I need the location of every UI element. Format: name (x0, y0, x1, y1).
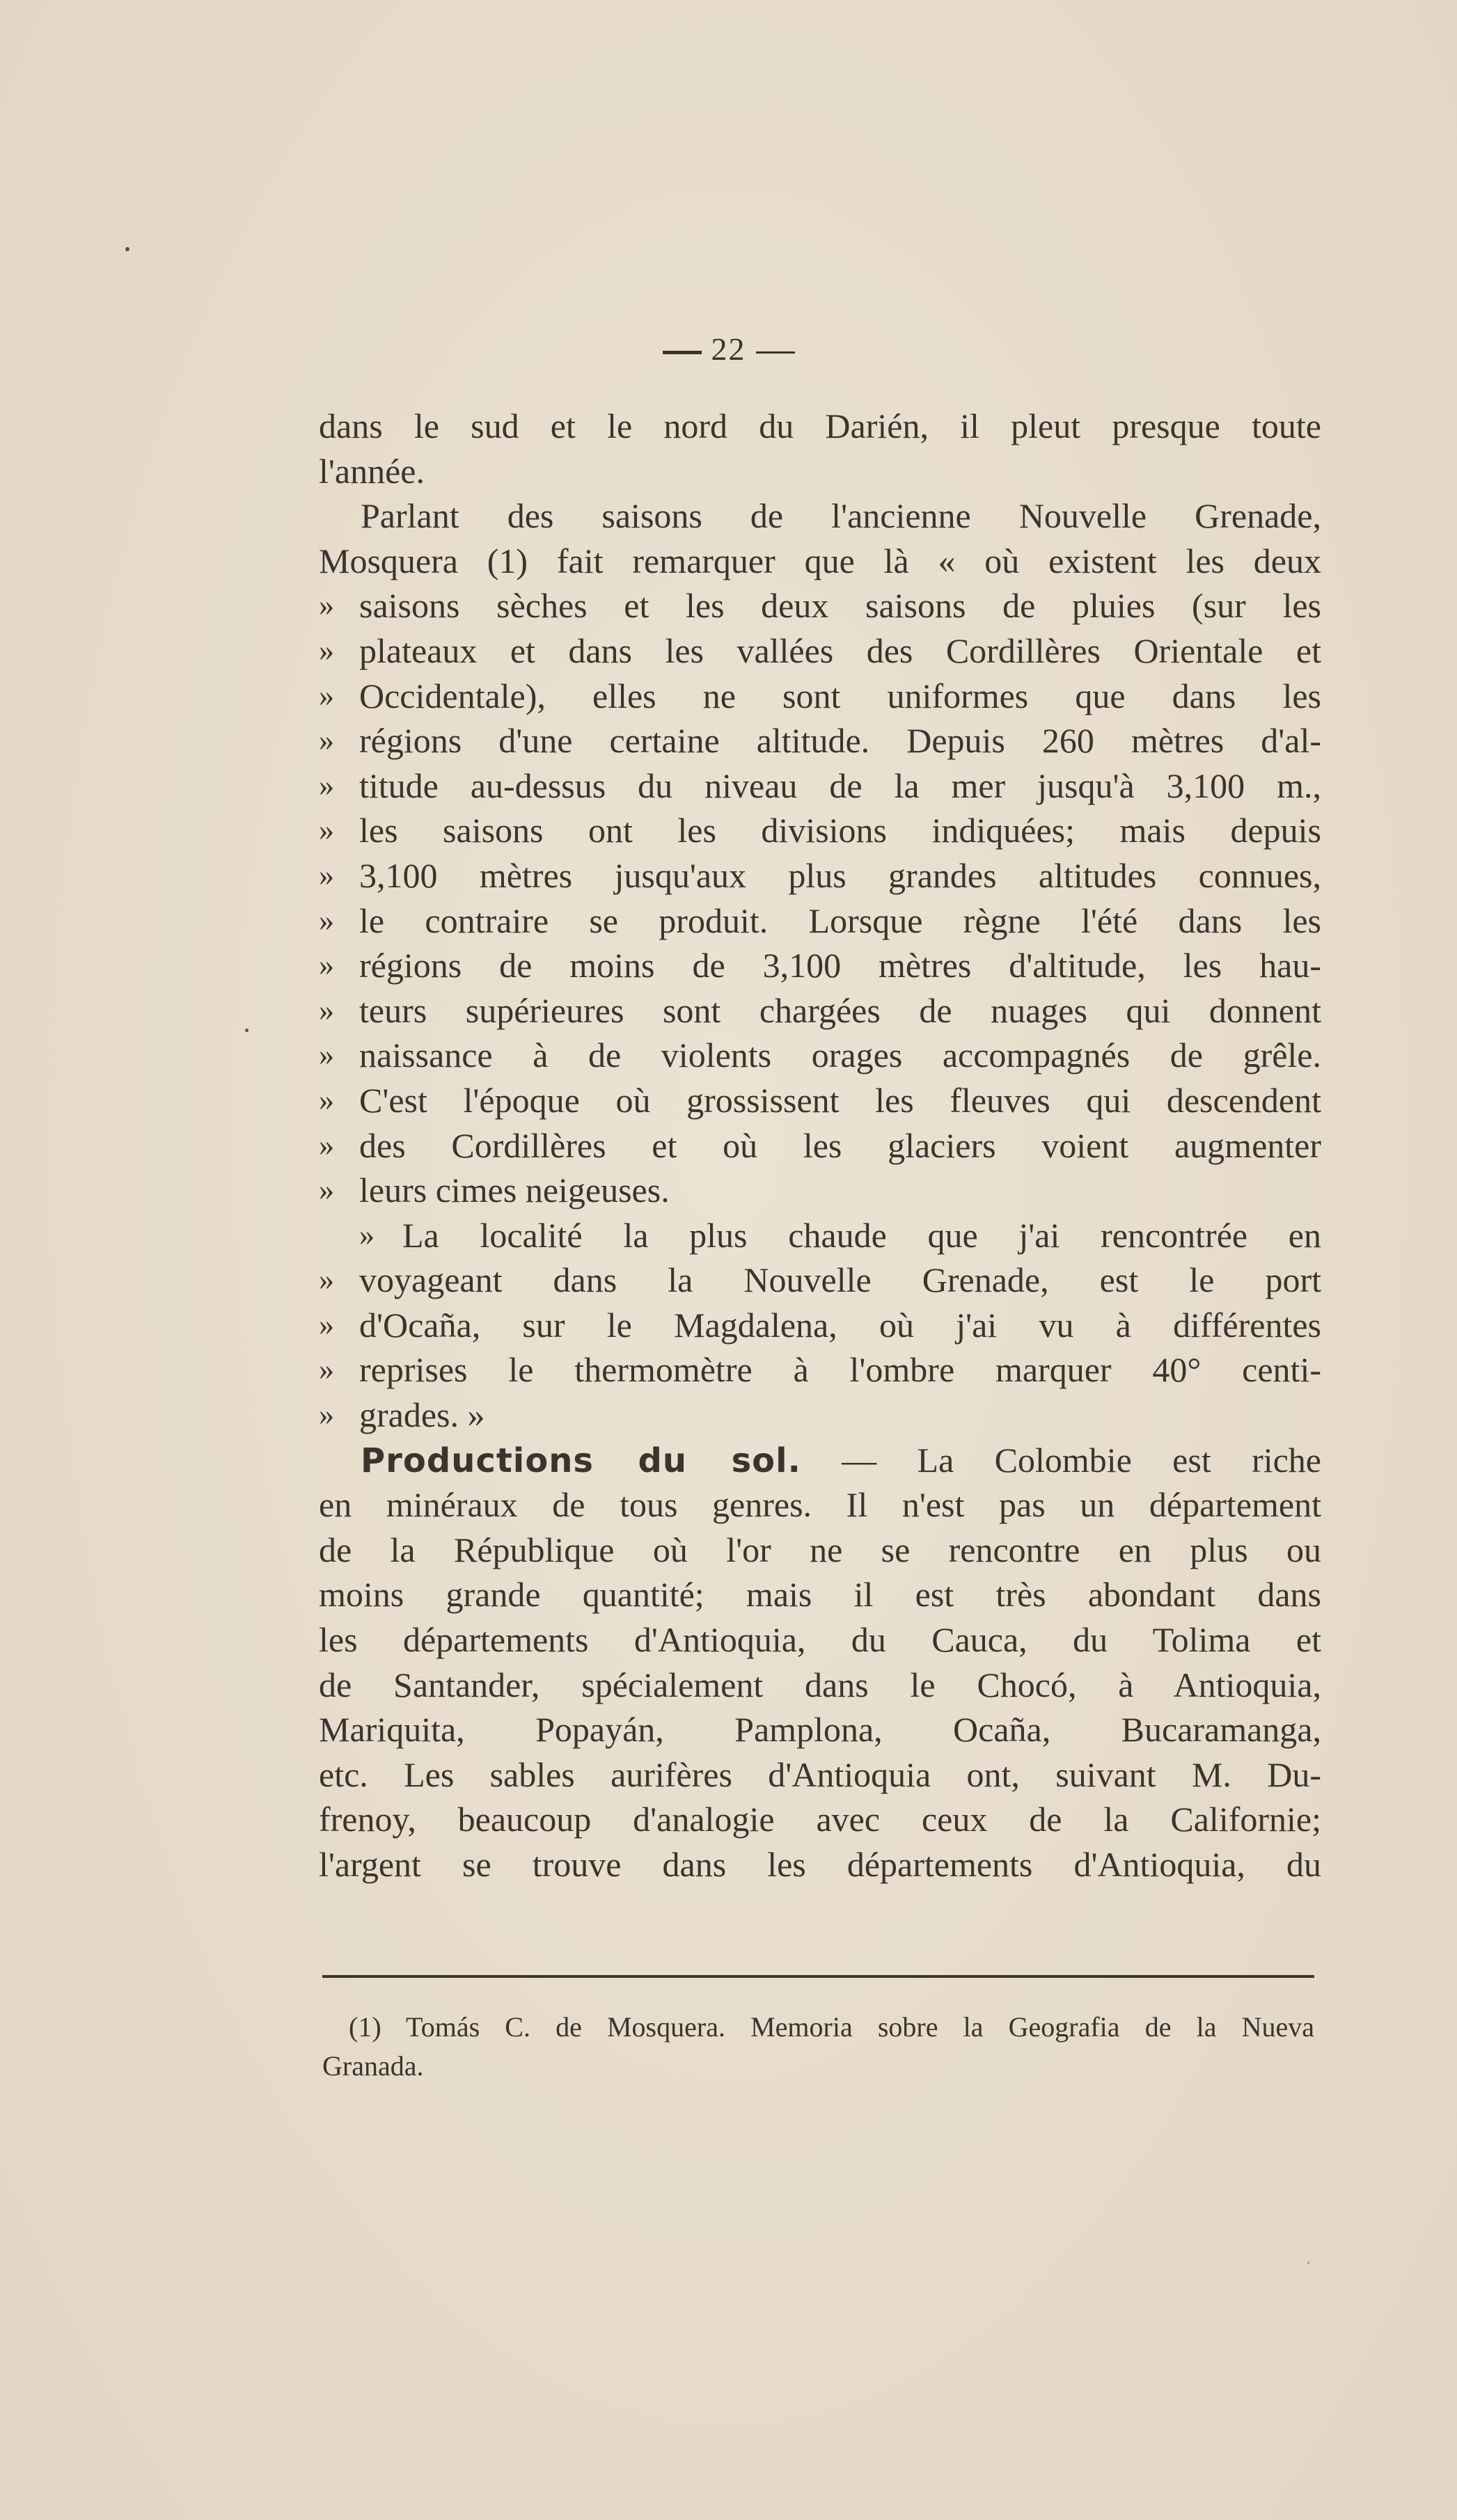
line-text: des Cordillères et où les glaciers voient augmenter (359, 1125, 1321, 1165)
footnote-line: Granada. (322, 2050, 424, 2082)
text-line: de la République où l'or ne se rencontre en plus ou (319, 1530, 1321, 1569)
line-text: les saisons ont les divisions indiquées; mais depuis (359, 811, 1321, 850)
quote-mark: » (319, 857, 334, 892)
line-text: Parlant des saisons de l'ancienne Nouvelle Grenade, (361, 496, 1321, 536)
line-text: grades. » (359, 1395, 485, 1435)
line-text: Occidentale), elles ne sont uniformes que dans les (359, 676, 1321, 715)
line-text: le contraire se produit. Lorsque règne l'été dans les (359, 901, 1321, 940)
line-text: teurs supérieures sont chargées de nuages qui donnent (359, 990, 1321, 1030)
folio-dash-right (756, 351, 795, 354)
footnote-rule (322, 1975, 1314, 1978)
line-text: 3,100 mètres jusqu'aux plus grandes altitudes connues, (359, 855, 1321, 895)
text-line (319, 674, 1321, 719)
text-line (319, 1393, 1321, 1438)
text-line (319, 808, 1321, 853)
line-text: leurs cimes neigeuses. (359, 1171, 670, 1210)
line-text: plateaux et dans les vallées des Cordillères Orientale et (359, 631, 1321, 670)
text-line: les départements d'Antioquia, du Cauca, du Tolima et (319, 1620, 1321, 1660)
quote-mark: » (359, 1217, 375, 1252)
quote-mark: » (319, 1173, 334, 1207)
text-line (319, 763, 1321, 809)
text-line (319, 449, 1321, 494)
paragraph-lines (319, 404, 1321, 1438)
main-text (319, 404, 1321, 1887)
paper-speck (125, 247, 129, 251)
text-line: Mariquita, Popayán, Pamplona, Ocaña, Bucaramanga, (319, 1710, 1321, 1750)
text-line: moins grande quantité; mais il est très abondant dans (319, 1575, 1321, 1615)
text-line (319, 1213, 1321, 1258)
text-line (319, 718, 1321, 763)
paper-speck (245, 1029, 249, 1032)
text-line (319, 539, 1321, 584)
line-text: saisons sèches et les deux saisons de pluies (sur les (359, 586, 1321, 626)
folio-dash-left (663, 351, 702, 354)
text-line: frenoy, beaucoup d'analogie avec ceux de la Californie; (319, 1800, 1321, 1839)
line-text: titude au-dessus du niveau de la mer jusqu'à 3,100 m., (359, 766, 1321, 805)
text-line (319, 404, 1321, 449)
text-line (319, 1347, 1321, 1393)
text-line (319, 1303, 1321, 1348)
quote-mark: » (319, 1262, 334, 1297)
line-text: C'est l'époque où grossissent les fleuves qui descendent (359, 1080, 1321, 1120)
text-line: en minéraux de tous genres. Il n'est pas un département (319, 1485, 1321, 1525)
quote-mark: » (319, 678, 334, 713)
text-line (319, 943, 1321, 988)
section-lines (319, 1482, 1321, 1887)
section-heading-line (319, 1438, 1321, 1483)
line-text: régions de moins de 3,100 mètres d'altitude, les hau- (359, 946, 1321, 985)
line-text: naissance à de violents orages accompagnés de grêle. (359, 1036, 1321, 1075)
text-line (319, 628, 1321, 674)
text-line: l'argent se trouve dans les départements d'Antioquia, du (319, 1845, 1321, 1884)
quote-mark: » (319, 1307, 334, 1342)
line-text: dans le sud et le nord du Darién, il pleut presque toute (319, 406, 1321, 445)
line-text: reprises le thermomètre à l'ombre marquer 40° centi- (359, 1350, 1321, 1390)
text-line (319, 1033, 1321, 1078)
quote-mark: » (319, 1352, 334, 1387)
text-line (319, 988, 1321, 1033)
paper-speck (1307, 2262, 1309, 2264)
quote-mark: » (319, 813, 334, 848)
page-number (0, 331, 1457, 367)
text-line (319, 898, 1321, 944)
text-line: etc. Les sables aurifères d'Antioquia ont, suivant M. Du- (319, 1754, 1321, 1794)
text-line (319, 853, 1321, 898)
text-line (319, 583, 1321, 628)
section-dash: — (801, 1440, 917, 1480)
page-number-text: 22 (711, 331, 746, 367)
line-text: d'Ocaña, sur le Magdalena, où j'ai vu à différentes (359, 1305, 1321, 1345)
quote-mark: » (319, 948, 334, 983)
text-line (319, 1078, 1321, 1123)
quote-mark: » (319, 1038, 334, 1072)
quote-mark: » (319, 723, 334, 758)
text-line (319, 1258, 1321, 1303)
quote-mark: » (319, 1082, 334, 1117)
footnote (322, 2008, 1314, 2086)
quote-mark: » (319, 903, 334, 937)
section-heading: Productions du sol. (361, 1441, 801, 1480)
line-text: régions d'une certaine altitude. Depuis 260 mètres d'al- (359, 721, 1321, 761)
line-text: voyageant dans la Nouvelle Grenade, est le port (359, 1260, 1321, 1300)
quote-mark: » (319, 1127, 334, 1162)
text-line (319, 1123, 1321, 1168)
quote-mark: » (319, 1397, 334, 1432)
text-line: de Santander, spécialement dans le Chocó, à Antioquia, (319, 1665, 1321, 1704)
line-text: La localité la plus chaude que j'ai rencontrée en (402, 1215, 1321, 1255)
quote-mark: » (319, 633, 334, 667)
quote-mark: » (319, 768, 334, 802)
line-text: Mosquera (1) fait remarquer que là « où existent les deux (319, 541, 1321, 580)
section-first-line: La Colombie est riche (917, 1440, 1322, 1480)
quote-mark: » (319, 588, 334, 623)
footnote-line: (1) Tomás C. de Mosquera. Memoria sobre la Geografia de la Nueva (349, 2011, 1314, 2043)
line-text: l'année. (319, 451, 425, 491)
quote-mark: » (319, 992, 334, 1027)
text-line (319, 493, 1321, 539)
text-line (319, 1168, 1321, 1213)
